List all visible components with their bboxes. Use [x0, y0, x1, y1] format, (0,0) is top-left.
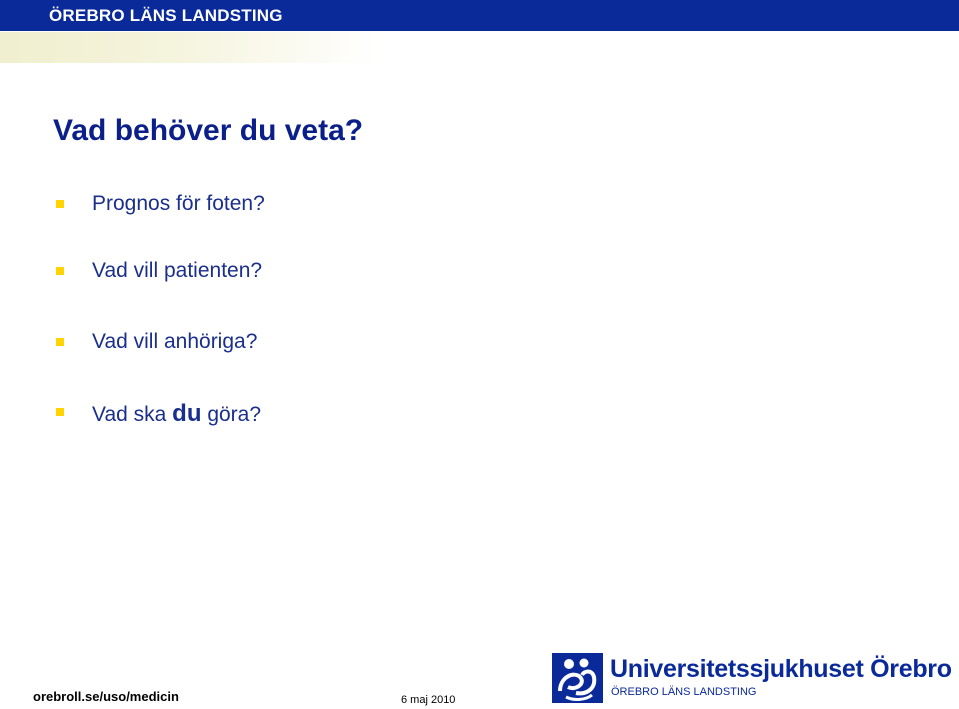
slide-title: Vad behöver du veta? — [53, 114, 364, 147]
bullet-text: Vad vill patienten? — [92, 259, 263, 282]
bullet-item — [56, 192, 656, 222]
bullet-text: Vad vill anhöriga? — [92, 330, 258, 353]
bullet-item — [56, 259, 656, 289]
bullet-square-icon — [56, 200, 64, 208]
bullet-square-icon — [56, 408, 64, 416]
footer-date: 6 maj 2010 — [401, 694, 456, 706]
bullet-item — [56, 330, 656, 360]
bullet-text-after: göra? — [201, 403, 262, 426]
hospital-emblem-icon — [552, 653, 603, 703]
logo-name: Universitetssjukhuset Örebro — [610, 655, 952, 683]
bullet-square-icon — [56, 267, 64, 275]
footer-url: orebroll.se/uso/medicin — [33, 689, 179, 704]
bullet-square-icon — [56, 338, 64, 346]
header-gradient-band — [0, 32, 380, 63]
header-bar — [0, 0, 959, 31]
bullet-text-emphasis: du — [172, 400, 202, 427]
bullet-text-before: Vad ska — [92, 403, 173, 426]
bullet-text: Prognos för foten? — [92, 192, 265, 215]
organization-name: ÖREBRO LÄNS LANDSTING — [49, 6, 283, 25]
bullet-text — [92, 400, 261, 428]
logo-subtitle: ÖREBRO LÄNS LANDSTING — [611, 686, 757, 698]
bullet-item — [56, 400, 656, 430]
